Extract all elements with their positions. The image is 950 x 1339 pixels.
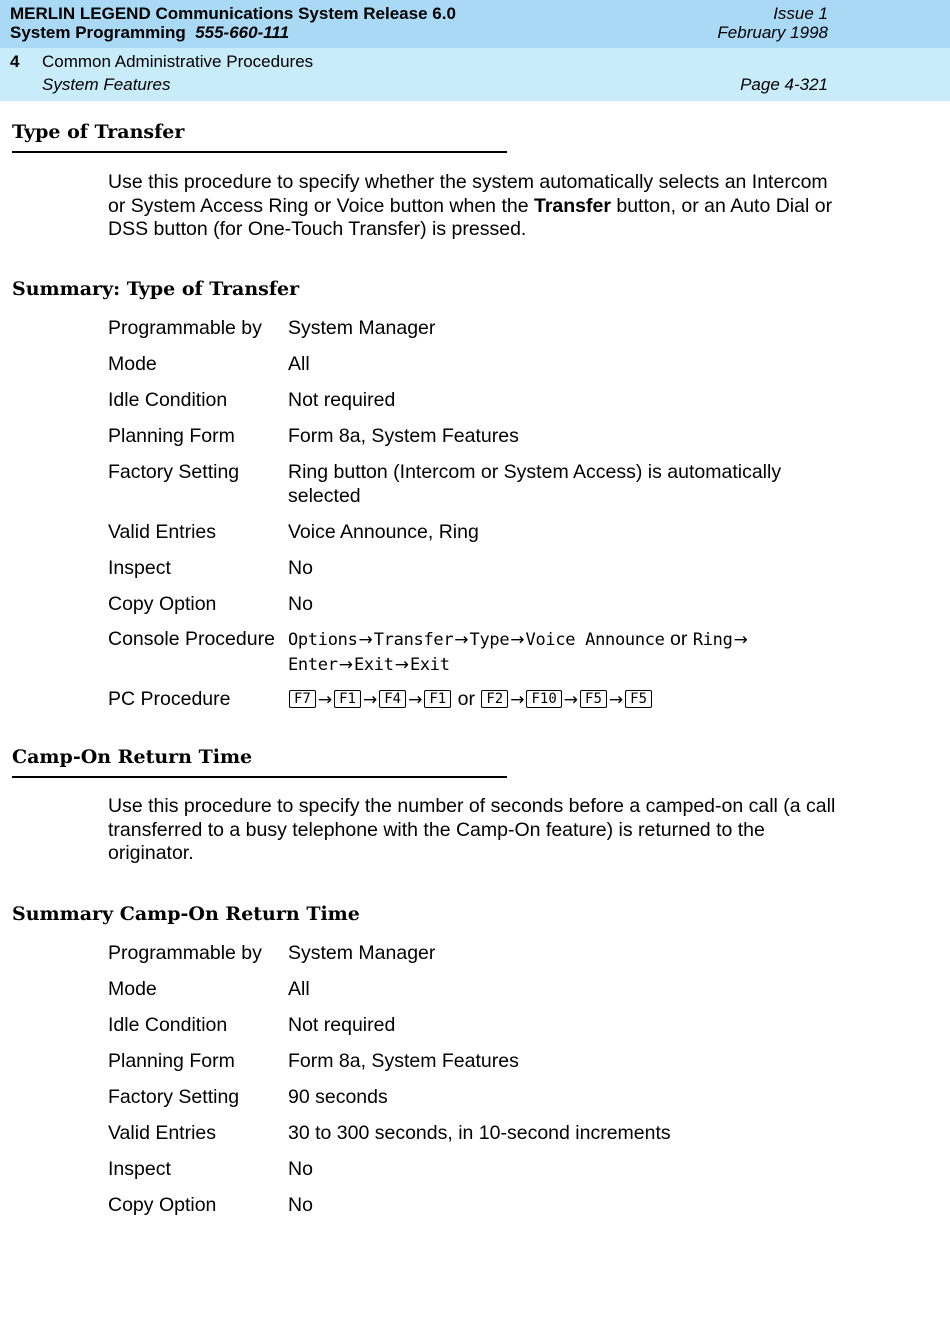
row-value: All <box>288 978 310 1000</box>
row-value: 30 to 300 seconds, in 10-second increments <box>288 1122 671 1144</box>
row-value: Ring button (Intercom or System Access) is automatically selected <box>288 461 782 507</box>
doc-title: MERLIN LEGEND Communications System Release 6.0 <box>10 4 456 23</box>
arrow-icon: → <box>563 690 579 710</box>
arrow-icon: → <box>362 690 378 710</box>
row-value: System Manager <box>288 317 436 339</box>
section-title: System Features <box>42 75 171 94</box>
arrow-icon: → <box>338 655 353 675</box>
chapter-title: Common Administrative Procedures <box>42 52 314 71</box>
section-heading-camp-on-return-time: Camp-On Return Time <box>12 746 253 768</box>
row-label: Inspect <box>108 1158 171 1180</box>
console-step: Transfer <box>373 630 454 650</box>
row-value: 90 seconds <box>288 1086 388 1108</box>
row-label: Planning Form <box>108 425 235 447</box>
row-value: No <box>288 593 313 615</box>
row-label: Idle Condition <box>108 1014 228 1036</box>
function-key-f5: F5 <box>625 690 652 708</box>
row-label: Copy Option <box>108 593 217 615</box>
row-label: Mode <box>108 978 157 1000</box>
console-line-2 <box>288 652 828 677</box>
intro-paragraph <box>108 171 838 242</box>
function-key-f1: F1 <box>424 690 451 708</box>
doc-subtitle-line <box>10 23 289 43</box>
arrow-icon: → <box>408 690 423 710</box>
function-key-f4: F4 <box>379 690 406 708</box>
pc-procedure-value <box>288 687 828 712</box>
or-text: or <box>670 628 688 650</box>
row-label: Mode <box>108 353 157 375</box>
camp-on-paragraph: Use this procedure to specify the number of seconds before a camped-on call (a call transferred to a busy telephone with the Camp-On feature) is returned to the originator. <box>108 795 836 864</box>
page-number: Page 4-321 <box>740 75 828 94</box>
row-label: Factory Setting <box>108 1086 240 1108</box>
row-value: Not required <box>288 389 396 411</box>
row-value: No <box>288 557 313 579</box>
chapter-number: 4 <box>10 52 20 71</box>
function-key-f5: F5 <box>580 690 607 708</box>
console-step: Enter <box>288 655 338 675</box>
row-value: Form 8a, System Features <box>288 425 519 447</box>
row-value: Voice Announce, Ring <box>288 521 479 543</box>
row-label: Planning Form <box>108 1050 235 1072</box>
doc-subtitle: System Programming <box>10 23 186 42</box>
arrow-icon: → <box>733 630 748 650</box>
or-text: or <box>457 688 475 710</box>
function-key-f10: F10 <box>526 690 561 708</box>
row-value: All <box>288 353 310 375</box>
row-label: Idle Condition <box>108 389 228 411</box>
row-label: PC Procedure <box>108 688 231 710</box>
function-key-f2: F2 <box>481 690 508 708</box>
row-label: Programmable by <box>108 942 262 964</box>
summary-heading-camp-on-return-time: Summary Camp-On Return Time <box>12 903 360 925</box>
console-step: Exit <box>409 655 450 675</box>
row-value: System Manager <box>288 942 436 964</box>
row-value: Not required <box>288 1014 396 1036</box>
row-value: No <box>288 1158 313 1180</box>
arrow-icon: → <box>454 630 469 650</box>
row-label: Programmable by <box>108 317 262 339</box>
issue-label: Issue 1 <box>773 4 828 23</box>
row-label: Inspect <box>108 557 171 579</box>
row-value: No <box>288 1194 313 1216</box>
summary-heading-type-of-transfer: Summary: Type of Transfer <box>12 278 300 300</box>
console-line-1 <box>288 627 828 652</box>
row-label: Copy Option <box>108 1194 217 1216</box>
doc-number: 555-660-111 <box>195 23 290 42</box>
console-step: Type <box>469 630 510 650</box>
row-label: Valid Entries <box>108 1122 217 1144</box>
console-procedure-value <box>288 627 828 677</box>
transfer-bold-term: Transfer <box>533 194 611 217</box>
arrow-icon: → <box>317 690 333 710</box>
row-label: Console Procedure <box>108 628 275 650</box>
arrow-icon: → <box>510 630 525 650</box>
para-text: Use this procedure to specify whether the system automatically selects an Intercom or System Access Ring or Voice button when the <box>108 171 828 217</box>
section-rule <box>12 776 507 778</box>
arrow-icon: → <box>608 690 624 710</box>
function-key-f1: F1 <box>334 690 361 708</box>
arrow-icon: → <box>358 630 373 650</box>
row-label: Factory Setting <box>108 461 240 483</box>
console-step: Options <box>288 630 358 650</box>
row-value: Form 8a, System Features <box>288 1050 519 1072</box>
section-rule <box>12 151 507 153</box>
section-heading-type-of-transfer: Type of Transfer <box>12 121 185 143</box>
console-step: Ring <box>692 630 733 650</box>
para-text: button, or an Auto Dial or DSS button (for One-Touch Transfer) is pressed. <box>108 194 833 240</box>
row-label: Valid Entries <box>108 521 217 543</box>
function-key-f7: F7 <box>289 690 316 708</box>
arrow-icon: → <box>394 655 409 675</box>
date-label: February 1998 <box>717 23 828 42</box>
console-step: Exit <box>353 655 394 675</box>
console-step: Voice Announce <box>525 630 665 650</box>
arrow-icon: → <box>510 690 525 710</box>
